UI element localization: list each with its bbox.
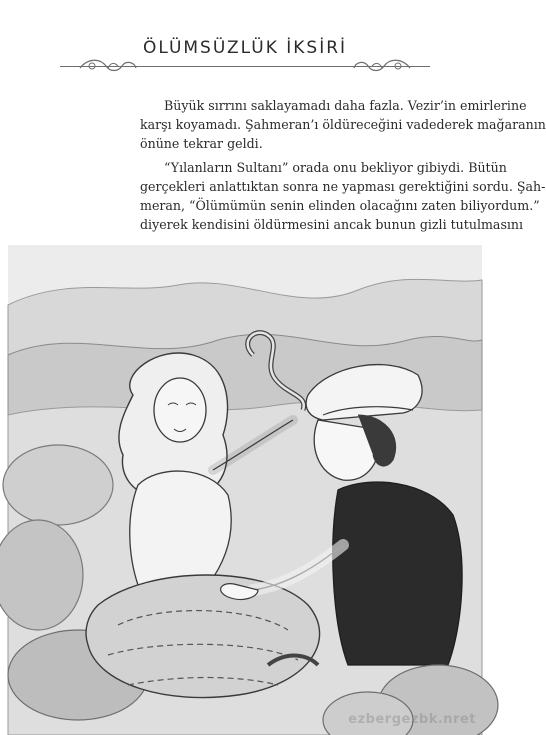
paragraph-2 xyxy=(140,158,546,234)
paragraph-line: karşı koyamadı. Şahmeran’ı öldüreceğini vadederek mağaranın xyxy=(140,117,546,132)
illustration-drawing xyxy=(8,245,482,735)
paragraph-line: Büyük sırrını saklayamadı daha fazla. Vezir’in emirlerine xyxy=(164,98,527,113)
watermark: ezbergezbk.nret xyxy=(348,712,476,727)
paragraph-line: önüne tekrar geldi. xyxy=(140,136,263,151)
chapter-title: ÖLÜMSÜZLÜK İKSİRİ xyxy=(142,38,348,58)
paragraph-line: diyerek kendisini öldürmesini ancak bunun gizli tutulmasını xyxy=(140,217,524,232)
paragraph-line: meran, “Ölümümün senin elinden olacağını zaten biliyordum.” xyxy=(140,198,540,213)
paragraph-1 xyxy=(140,96,546,153)
chapter-header xyxy=(60,36,430,76)
header-rule xyxy=(60,66,430,67)
paragraph-line: “Yılanların Sultanı” orada onu bekliyor gibiydi. Bütün xyxy=(164,160,507,175)
story-illustration xyxy=(8,245,482,735)
paragraph-line: gerçekleri anlattıktan sonra ne yapması gerektiğini sordu. Şah- xyxy=(140,179,546,194)
